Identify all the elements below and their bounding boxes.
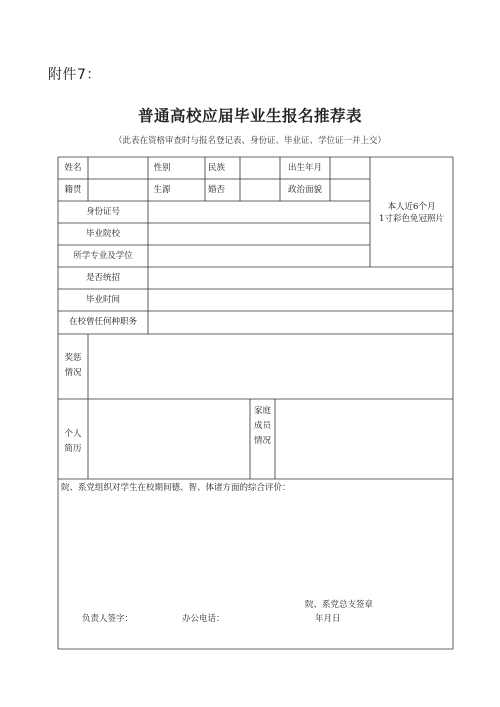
label-grad-time: 毕业时间 xyxy=(85,295,120,305)
label-evaluation: 院、系党组织对学生在校期间德、智、体诸方面的综合评价： xyxy=(61,483,291,493)
form-title: 普通高校应届毕业生报名推荐表 xyxy=(137,107,362,125)
attachment-label: 附件7： xyxy=(48,67,101,83)
label-major: 所学专业及学位 xyxy=(73,251,133,261)
label-birth: 出生年月 xyxy=(287,163,322,173)
label-marital: 婚否 xyxy=(208,185,226,195)
label-date: 年月日 xyxy=(315,614,341,624)
label-signer: 负责人签字： xyxy=(82,614,134,624)
photo-hint-line1: 本人近6个月 xyxy=(387,202,436,212)
photo-hint-line2: 1寸彩色免冠照片 xyxy=(379,214,444,224)
label-resume: 个人 简历 xyxy=(64,429,82,454)
label-positions: 在校曾任何种职务 xyxy=(68,317,137,327)
label-phone: 办公电话： xyxy=(182,614,225,624)
label-unified: 是否统招 xyxy=(85,273,120,283)
form-note: （此表在资格审查时与报名登记表、身份证、毕业证、学位证一并上交） xyxy=(113,136,386,146)
label-family: 家庭 成员 情况 xyxy=(253,406,271,446)
label-id-card: 身份证号 xyxy=(85,207,120,217)
label-awards: 奖惩 情况 xyxy=(64,353,82,378)
label-political: 政治面貌 xyxy=(287,185,322,195)
label-name: 姓名 xyxy=(64,163,82,173)
label-seal: 院、系党总支签章 xyxy=(305,600,374,610)
label-gender: 性别 xyxy=(153,163,171,173)
label-origin: 生源 xyxy=(153,185,171,195)
label-school: 毕业院校 xyxy=(85,229,120,239)
label-native: 籍贯 xyxy=(64,185,82,195)
label-ethnicity: 民族 xyxy=(208,163,226,173)
